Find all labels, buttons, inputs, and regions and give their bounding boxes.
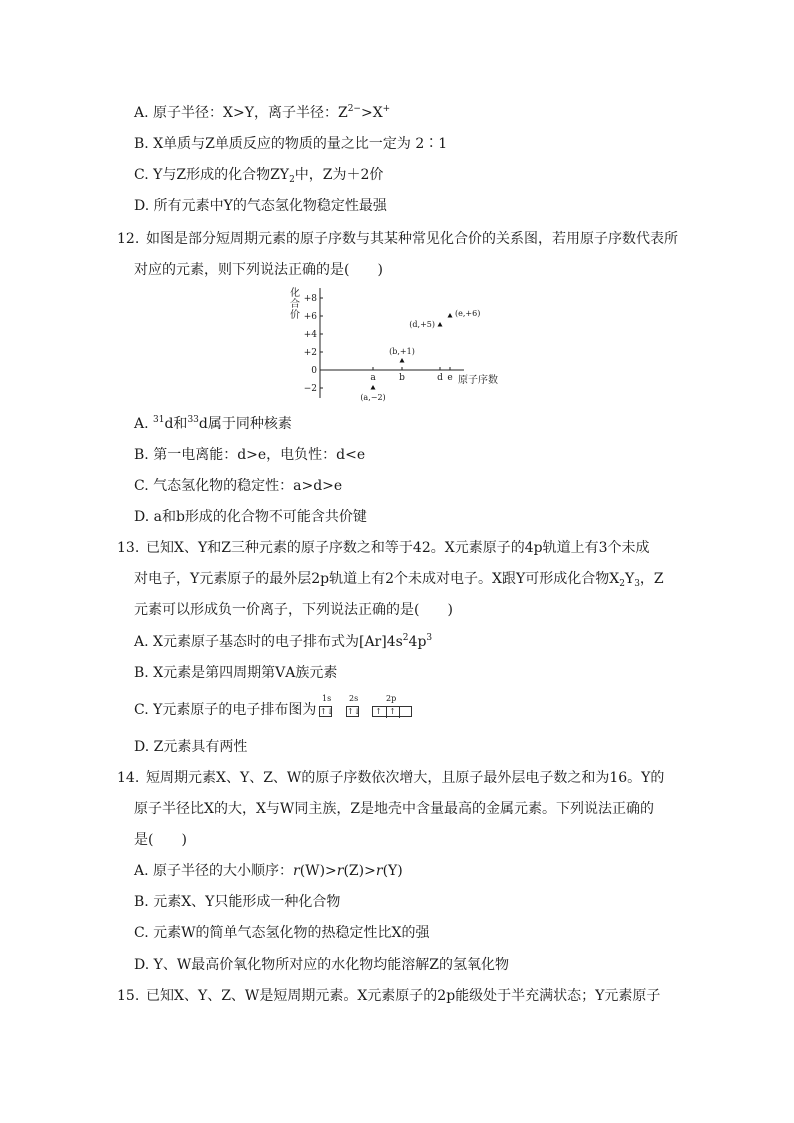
q12-option-a-label: A. [134,416,154,432]
orbital-2p-empty [399,707,411,718]
q14-option-d: D. Y、W最高价氧化物所对应的水化物均能溶解Z的氢氧化物 [134,957,509,973]
q13-option-a-text: A. X元素原子基态时的电子排布式为[Ar]4s [134,634,403,650]
q14-stem-line2: 原子半径比X的大，X与W同主族，Z是地壳中含量最高的金属元素。下列说法正确的 [134,801,655,817]
q13-option-c: C. Y元素原子的电子排布图为 [134,702,317,718]
orbital-2s-electrons: ↑↓ [347,707,361,716]
q13-option-a [134,632,432,652]
q13-stem-line1: 已知X、Y和Z三种元素的原子序数之和等于42。X元素原子的4p轨道上有3个未成 [146,540,650,556]
q13-stem-line2-mid: Y [624,571,635,587]
q13-option-a-sup2: 3 [426,633,433,643]
y-tick-label: +4 [303,330,317,340]
q14-a-t1: (W)> [299,863,337,879]
q13-stem-line3: 元素可以形成负一价离子，下列说法正确的是( ) [134,602,453,618]
q11-option-a-text: A. 原子半径：X>Y，离子半径：Z [134,105,348,121]
y-axis-label-char: 合 [290,299,300,310]
data-label-a: (a,−2) [360,393,386,402]
q11-option-c-post: 中，Z为＋2价 [294,167,384,183]
orbital-label-2s: 2s [349,694,359,703]
y-tick-label: +6 [303,312,317,322]
q14-option-c: C. 元素W的简单气态氢化物的热稳定性比X的强 [134,925,430,941]
q13-stem-line2-end: ，Z [639,571,664,587]
x-tick-label: d [437,373,443,383]
q14-a-t2: (Z)> [343,863,376,879]
orbital-1s-electrons: ↑↓ [320,707,334,716]
y-tick-label: −2 [303,384,317,394]
q11-option-a [134,103,390,123]
q15-stem-line1: 已知X、Y、Z、W是短周期元素。X元素原子的2p能级处于半充满状态；Y元素原子 [146,988,661,1004]
q14-r-1: r [293,863,300,879]
q11-option-a-mid: >X [360,105,383,121]
q13-sub2: 3 [634,579,640,589]
q14-option-a-text: A. 原子半径的大小顺序： [134,863,294,879]
orbital-2p-electron-2: ↑ [386,707,398,718]
x-tick-label: a [370,373,376,383]
q14-number: 14. [117,770,140,786]
q11-option-a-sup2: + [382,104,391,114]
orbital-box-1s [319,706,332,717]
q13-option-d: D. Z元素具有两性 [134,739,248,755]
q12-stem-line2: 对应的元素，则下列说法正确的是( ) [134,262,383,278]
valence-chart [284,282,514,404]
orbital-label-1s: 1s [322,694,332,703]
q12-option-a-post: d属于同种核素 [198,416,292,432]
q14-stem-line3: 是( ) [134,832,187,848]
q12-option-d: D. a和b形成的化合物不可能含共价键 [134,509,367,525]
q12-option-a-mid: d和 [164,416,188,432]
q13-option-a-mid: 4p [408,634,427,650]
data-point-b [400,358,405,363]
data-label-d: (d,+5) [409,320,435,329]
y-axis-label-char: 价 [290,310,300,321]
q14-stem-line1: 短周期元素X、Y、Z、W的原子序数依次增大，且原子最外层电子数之和为16。Y的 [146,770,665,786]
y-tick-label: 0 [311,366,317,376]
data-point-a [371,385,376,390]
data-point-e [448,313,453,318]
q11-option-c-sub: 2 [289,175,295,185]
q13-option-a-sup1: 2 [402,633,409,643]
q14-option-b: B. 元素X、Y只能形成一种化合物 [134,894,341,910]
q13-option-b: B. X元素是第四周期第ⅤA族元素 [134,665,338,681]
q13-stem-line2 [134,569,664,589]
data-label-b: (b,+1) [389,347,415,356]
q12-option-c: C. 气态氢化物的稳定性：a>d>e [134,478,343,494]
q13-number: 13. [117,540,140,556]
q14-r-3: r [375,863,383,879]
q13-stem-line2-text: 对电子，Y元素原子的最外层2p轨道上有2个未成对电子。X跟Y可形成化合物X [134,571,620,587]
orbital-label-2p: 2p [386,694,397,703]
q11-option-a-sup1: 2− [347,104,361,114]
y-tick-label: +2 [303,348,317,358]
q11-option-d: D. 所有元素中Y的气态氢化物稳定性最强 [134,198,387,214]
q11-option-b: B. X单质与Z单质反应的物质的量之比一定为 2∶1 [134,136,448,152]
orbital-2p-electron-1: ↑ [375,707,382,716]
q11-option-c-text: C. Y与Z形成的化合物ZY [134,167,290,183]
orbital-diagram [314,694,424,724]
q12-option-b: B. 第一电离能：d>e，电负性：d<e [134,447,366,463]
data-label-e: (e,+6) [455,309,481,318]
x-tick-label: b [399,373,405,383]
y-tick-label: +8 [303,294,317,304]
data-point-d [438,322,443,327]
orbital-box-2p [372,706,412,717]
q14-option-a [134,861,403,881]
q15-number: 15. [117,988,140,1004]
q14-r-2: r [336,863,344,879]
q13-sub1: 2 [619,579,625,589]
x-tick-label: e [447,373,453,383]
y-axis-label-char: 化 [290,288,300,299]
q12-option-a-sup1: 31 [153,415,165,425]
q11-option-c [134,165,383,185]
q14-a-t3: (Y) [382,863,403,879]
q12-option-a-sup2: 33 [187,415,199,425]
q12-stem-line1: 如图是部分短周期元素的原子序数与其某种常见化合价的关系图，若用原子序数代表所 [146,231,678,247]
orbital-box-2s [346,706,359,717]
q12-number: 12. [117,231,140,247]
q12-option-a [134,414,292,434]
x-axis-label: 原子序数 [458,375,498,386]
